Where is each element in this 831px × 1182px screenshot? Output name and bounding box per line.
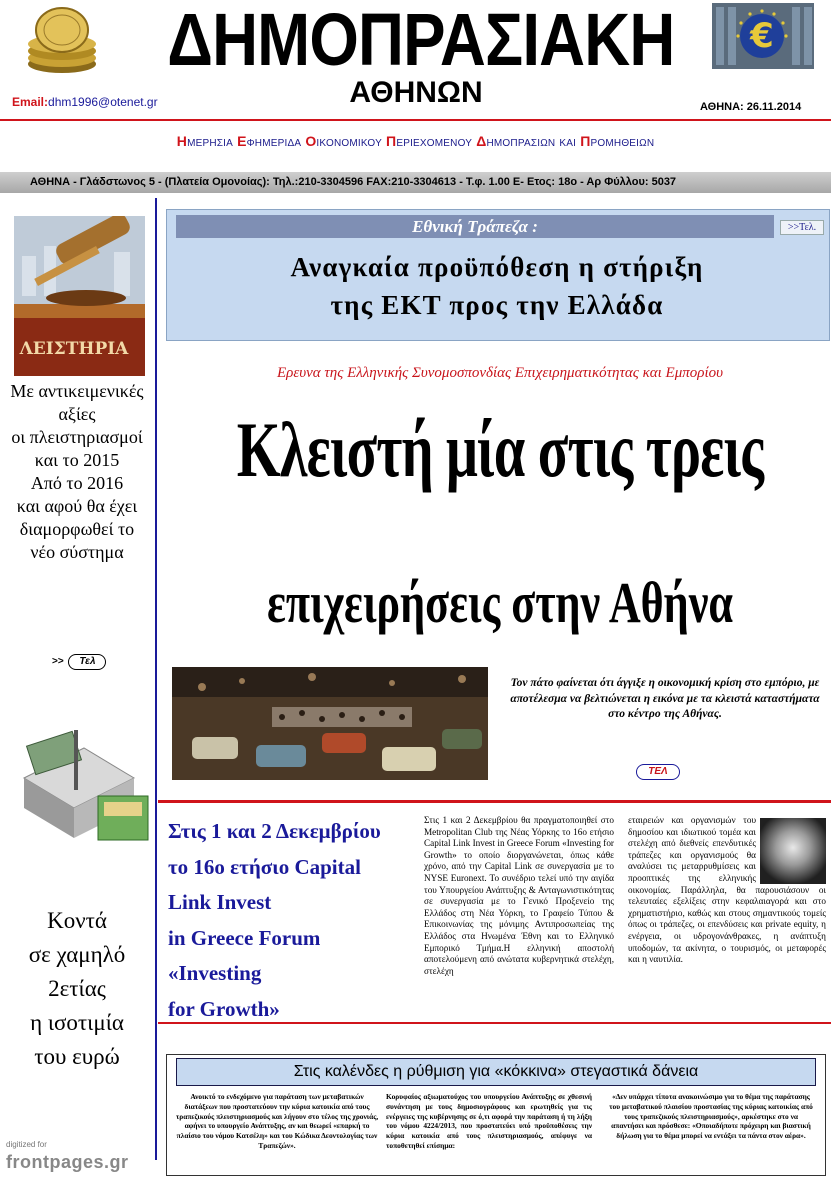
left-story2-line: 2ετίας [48, 976, 106, 1001]
ethniki-more-button[interactable]: >>Τελ. [780, 220, 824, 235]
left-more-link[interactable] [52, 654, 106, 670]
subtitle-initial: Ε [237, 133, 247, 149]
email-label: Email: [12, 95, 49, 109]
euro-building-image [712, 3, 814, 69]
email-address[interactable]: dhm1996@otenet.gr [48, 95, 158, 109]
capital-link-body-col1: Στις 1 και 2 Δεκεμβρίου θα πραγματοποιηθεί στο Metropolitan Club της Νέας Υόρκης το 16ο ετήσιο Capital Link Invest in Greece Forum «Investing for Growth» το οποίο διοργανώνεται, όπως κάθε χρόνο, από την Capital Link σε συνεργασία με το NYSE Euronext. Το συνέδριο τελεί υπό την αιγίδα του Υπουργείου Ανάπτυξης & Ανταγωνιστικότητας σε συνεργασία με το Γενικό Προξενείο της Ελλάδος στη Νέα Υόρκη, το Γραφείο Τύπου & Επικοινωνίας της μόνιμης Αντιπροσωπείας της Ελλάδος στα Ηνωμένα Έθνη και το Ελληνικό Εμπορικό Τμήμα.Η ελληνική αποστολή αποτελούμενη από ανώτατα κυβερνητικά στελέχη, στελέχη [424, 815, 614, 976]
auction-image-text: ΛΕΙΣΤΗΡΙΑ [19, 339, 129, 359]
mortgage-story-title: Στις καλένδες η ρύθμιση για «κόκκινα» στεγαστικά δάνεια [176, 1058, 816, 1086]
main-story-kicker: Ερευνα της Ελληνικής Συνομοσπονδίας Επιχειρηματικότητας και Εμπορίου [276, 365, 724, 381]
svg-text:€: € [750, 16, 774, 56]
masthead-city: ΑΘΗΝΩΝ [349, 76, 483, 109]
ethniki-headline-line: της ΕΚΤ προς την Ελλάδα [330, 290, 664, 320]
section-divider-2 [158, 1022, 831, 1024]
info-bar: ΑΘΗΝΑ - Γλάδστωνος 5 - (Πλατεία Ομονοίας): Τηλ.:210-3304596 FAX:210-3304613 - Τ.φ. 1.00 Ε- Ετος: 18ο - Αρ Φύλλου: 5037 [0, 172, 831, 193]
subtitle-word: ικονομικου [316, 133, 387, 149]
ethniki-headline-line: Αναγκαία προϋπόθεση η στήριξη [290, 252, 704, 282]
left-story2-line: Κοντά [47, 908, 107, 933]
subtitle-word: ημοπρασιων και [486, 133, 581, 149]
mortgage-story-col2: Κορυφαίος αξιωματούχος του υπουργείου Ανάπτυξης σε χθεσινή συνάντηση με τους δημοσιογράφους και ερωτηθείς για τις ενέργειες της κυβέρνησης σε ό,τι αφορά την παράταση ή τη λήξη του νόμου 4224/2013, που προστατεύει υπό προϋποθέσεις την κύρια κατοικία από τους πλειστηριασμούς, απέφυγε να τοποθετηθεί επίσημα: [386, 1092, 592, 1150]
lightbulb-image [760, 818, 826, 884]
left-story-text [2, 380, 152, 564]
subtitle-initial: Η [176, 133, 188, 149]
mortgage-story-col1: Ανοικτό το ενδεχόμενο για παράταση των μεταβατικών διατάξεων που προστατεύουν την κύρια κατοικία από τους τραπεζικούς πλειστηριασμούς και λήγουν στο τέλος της χρονιάς, αφήνει το υπουργείο Ανάπτυξης, αν και θεωρεί «επαρκή το πλαίσιο του νόμου Κατσέλη» και του Κώδικα Δεοντολογίας των Τραπεζών». [175, 1092, 379, 1150]
email-line [12, 95, 158, 109]
left-story-line: αξίες [58, 404, 96, 424]
left-story2-text [2, 904, 152, 1074]
left-story-line: και αφού θα έχει [16, 496, 138, 516]
left-story-line: Από το 2016 [30, 473, 124, 493]
capital-headline-line: in Greece Forum [168, 925, 321, 950]
left-story2-line: σε χαμηλό [28, 942, 126, 967]
masthead-divider [0, 119, 831, 121]
capital-headline-line: «Investing [168, 961, 262, 985]
capital-headline-line: το 16ο ετήσιο Capital [168, 854, 361, 879]
subtitle-word: μερησια [187, 133, 238, 149]
section-divider [158, 800, 831, 803]
capital-headline-line: Στις 1 και 2 Δεκεμβρίου [168, 819, 381, 843]
masthead-title: ΔΗΜΟΠΡΑΣΙΑΚΗ [167, 0, 675, 81]
subtitle-word: εριεχομενου [396, 133, 477, 149]
left-story-line: Με αντικειμενικές [10, 381, 144, 401]
left-story2-line: του ευρώ [34, 1044, 120, 1069]
left-story-line: διαμορφωθεί το [19, 519, 135, 539]
ethniki-label-bar: Εθνική Τράπεζα : [176, 215, 774, 238]
masthead-subtitle [0, 133, 831, 149]
subtitle-initial: Ο [305, 133, 317, 149]
subtitle-initial: Δ [476, 133, 487, 149]
street-crowd-image [172, 667, 488, 780]
left-tel-button[interactable]: Τελ [68, 654, 106, 670]
subtitle-word: φημεριδα [246, 133, 306, 149]
digitized-label: digitized for [6, 1140, 47, 1149]
auction-gavel-image [14, 216, 145, 376]
subtitle-initial: Π [386, 133, 397, 149]
more-prefix: >> [52, 656, 64, 667]
frontpages-watermark: frontpages.gr [6, 1152, 129, 1172]
left-story-line: οι πλειστηριασμοί [11, 427, 143, 447]
capital-link-headline [168, 814, 418, 1027]
column-divider [155, 198, 157, 1160]
capital-headline-line: for Growth» [168, 996, 280, 1021]
capital-headline-line: Link Invest [168, 890, 272, 914]
ethniki-headline [172, 248, 822, 324]
capital-link-body-col2-text: εταιρειών και οργανισμών του δημοσίου και ιδιωτικού τομέα και στελέχη από διεθνείς επενδυτικές τράπεζες και οργανισμούς θα αναλύσει τις μεταρρυθμίσεις και προοπτικές της ελληνικής οικονομίας. Παράλληλα, θα παρουσιάσουν οι τελευταίες εξελίξεις στην κεφαλαιαγορά και στο χρηματιστήριο, καθώς και στους σημαντικούς τομείς όπως οι τράπεζες, οι επενδύσεις και private equity, η ενέργεια, οι υδρογονάνθρακες, η ανάπτυξη υποδομών, τα ακίνητα, ο τουρισμός, οι μεταφορές και η ναυτιλία. [628, 815, 826, 965]
left-story-line: και το 2015 [34, 450, 120, 470]
main-tel-button[interactable]: ΤΕΛ [636, 764, 680, 780]
left-story-line: νέο σύστημα [30, 542, 124, 562]
left-story2-line: η ισοτιμία [30, 1010, 124, 1035]
main-story-lead: Τον πάτο φαίνεται ότι άγγιξε η οικονομική κρίση στο εμπόριο, με αποτέλεσμα να βελτιώνεται η εικόνα με τα κλειστά καταστήματα στο κέντρο της Αθήνας. [510, 677, 820, 720]
subtitle-word: ρομηθειων [590, 133, 655, 149]
gold-coins-image [22, 4, 102, 76]
capital-link-body-col2 [628, 815, 826, 966]
subtitle-initial: Π [580, 133, 591, 149]
mortgage-story-col3: «Δεν υπάρχει τίποτα ανακοινώσιμο για το θέμα της παράτασης του μεταβατικού πλαισίου προστασίας της κύριας κατοικίας από τους τραπεζικούς πλειστηριασμούς», αρκέστηκε στο να απαντήσει και πρόσθεσε: «Οποιαδήποτε πρόχειρη και βιαστική δήλωση για το θέμα μπορεί να εντάξει τα πάντα στον αέρα». [609, 1092, 813, 1141]
main-headline-line2: επιχειρήσεις στην Αθήνα [266, 570, 733, 635]
main-headline-line1: Κλειστή μία στις τρεις [236, 406, 764, 493]
issue-date: ΑΘΗΝΑ: 26.11.2014 [700, 101, 802, 113]
money-stack-image [14, 728, 152, 846]
